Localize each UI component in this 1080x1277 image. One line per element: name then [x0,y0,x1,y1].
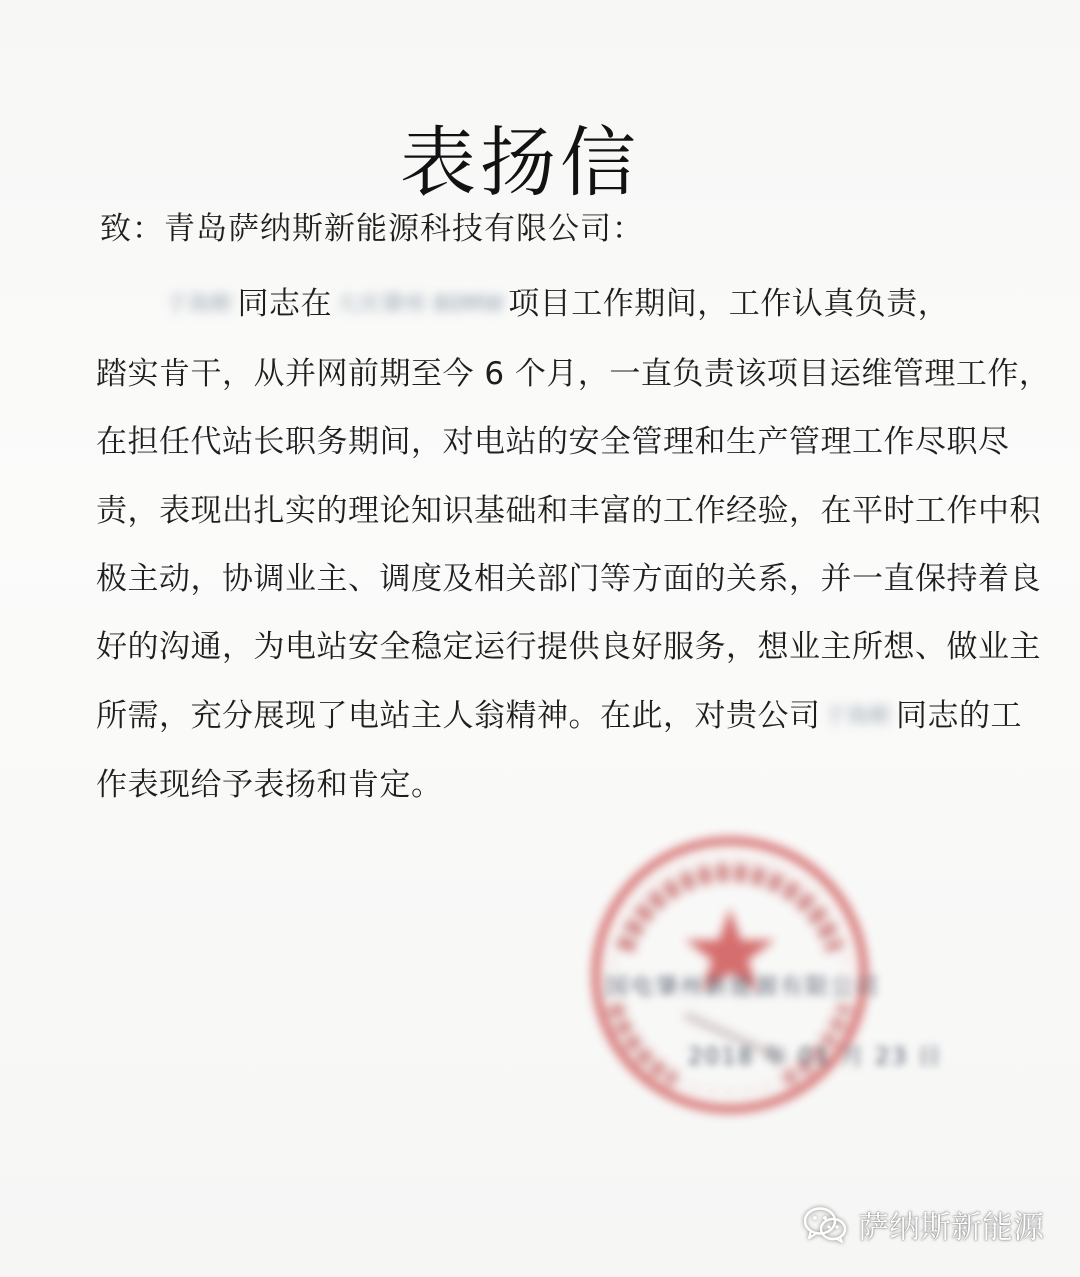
wechat-icon [804,1206,848,1244]
body-line-4: 责，表现出扎实的理论知识基础和丰富的工作经验，在平时工作中积 [96,492,1041,529]
body-line-1-part-a: 同志在 [237,286,333,322]
body-line-1 [96,270,996,340]
seal-date: 2018 年 01 月 23 日 [688,1044,943,1070]
body-line-8: 作表现给予表扬和肯定。 [96,767,443,804]
body-line-1-part-b: 项目工作期间，工作认真负责， [508,286,950,322]
redacted-name-2: 于海彬 [824,704,893,730]
body-line-5: 极主动，协调业主、调度及相关部门等方面的关系，并一直保持着良 [96,560,1041,597]
body-line-3: 在担任代站长职务期间，对电站的安全管理和生产管理工作尽职尽 [96,424,1010,461]
letter-body [96,270,1051,820]
letter-greeting: 致：青岛萨纳斯新能源科技有限公司： [100,211,644,247]
body-line-2: 踏实肯干，从并网前期至今 6 个月，一直负责该项目运维管理工作， [96,355,1051,392]
redacted-project: 大庆肇州 80MW [336,292,505,318]
body-line-7-part-a: 所需，充分展现了电站主人翁精神。在此，对贵公司 [96,697,821,734]
wechat-watermark [804,1202,1044,1247]
watermark-text: 萨纳斯新能源 [858,1210,1044,1246]
body-line-7-part-b: 同志的工 [896,697,1023,734]
body-line-7 [96,682,1023,752]
seal-organization-name: 国电肇州新能源有限公司 [605,974,880,1000]
redacted-name: 于海彬 [166,292,234,318]
letter-title: 表扬信 [400,118,640,207]
body-line-6: 好的沟通，为电站安全稳定运行提供良好服务，想业主所想、做业主 [96,629,1041,666]
